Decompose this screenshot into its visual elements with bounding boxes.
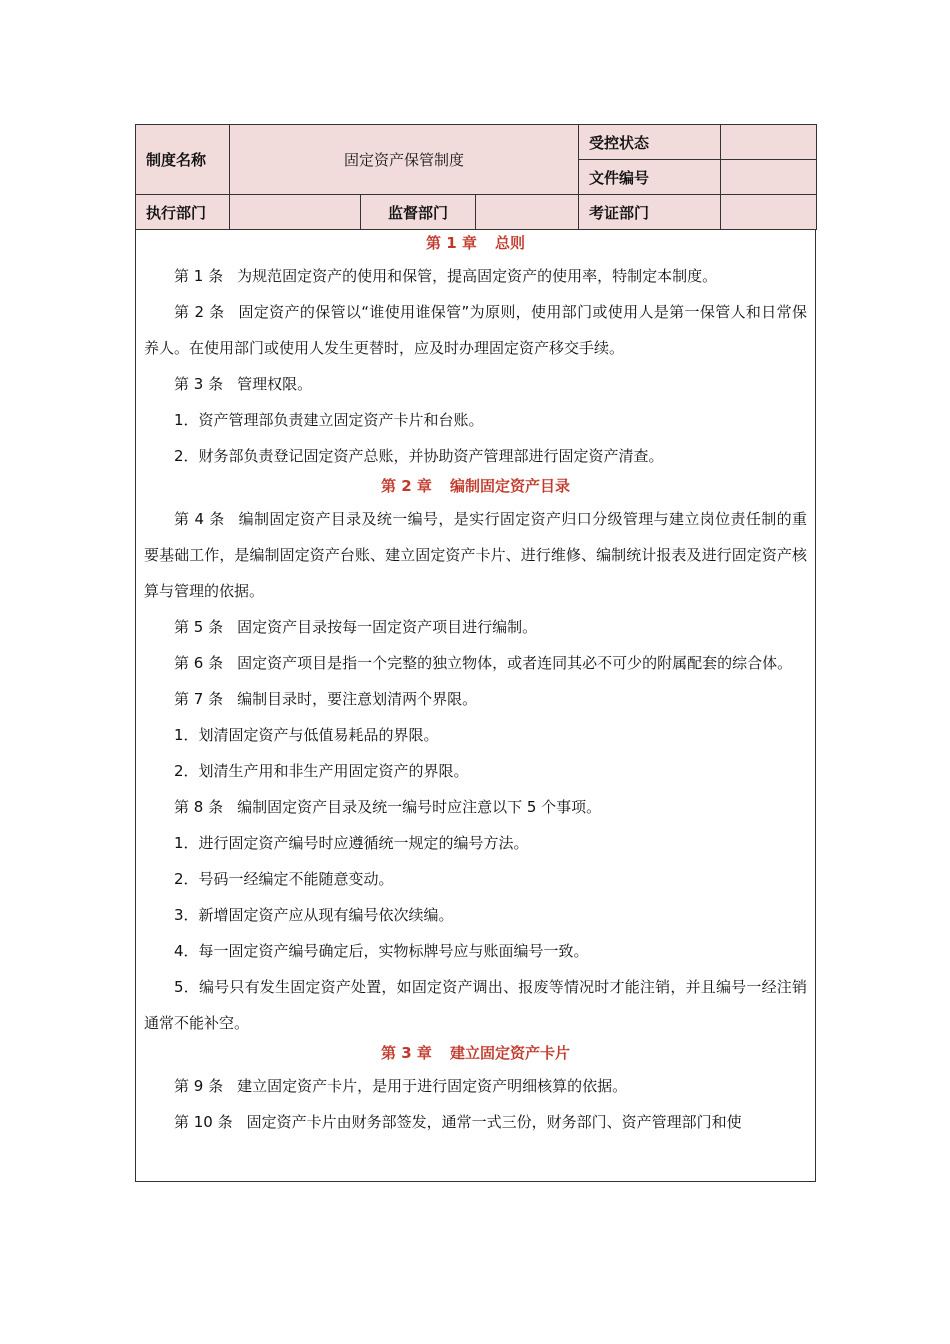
article-number: 第 8 条 — [174, 798, 224, 816]
supervise-value-cell — [476, 195, 579, 230]
article-text: 为规范固定资产的使用和保管，提高固定资产的使用率，特制定本制度。 — [237, 267, 718, 285]
supervise-label-cell: 监督部门 — [361, 195, 476, 230]
article-number: 第 4 条 — [174, 510, 225, 528]
article — [144, 366, 807, 402]
list-item — [144, 717, 807, 753]
article — [144, 294, 807, 366]
article-number: 第 2 条 — [174, 303, 225, 321]
exec-dept-value-cell — [230, 195, 361, 230]
list-item-text: 4．每一固定资产编号确定后，实物标牌号应与账面编号一致。 — [174, 942, 589, 960]
name-label-cell: 制度名称 — [136, 125, 230, 195]
file-no-value-cell — [721, 160, 817, 195]
list-item — [144, 402, 807, 438]
list-item — [144, 933, 807, 969]
article — [144, 609, 807, 645]
article-number: 第 10 条 — [174, 1113, 233, 1131]
list-item-text: 5．编号只有发生固定资产处置，如固定资产调出、报废等情况时才能注销，并且编号一经注销通常不能补空。 — [144, 978, 807, 1032]
list-item-text: 1．划清固定资产与低值易耗品的界限。 — [174, 726, 439, 744]
chapter-heading — [144, 231, 807, 256]
list-item — [144, 825, 807, 861]
document-body — [135, 231, 816, 1182]
article-text: 固定资产的保管以“谁使用谁保管”为原则，使用部门或使用人是第一保管人和日常保养人。在使用部门或使用人发生更替时，应及时办理固定资产移交手续。 — [144, 303, 807, 357]
audit-label-cell: 考证部门 — [579, 195, 721, 230]
article — [144, 1068, 807, 1104]
article-number: 第 9 条 — [174, 1077, 224, 1095]
article-text: 固定资产卡片由财务部签发，通常一式三份，财务部门、资产管理部门和使 — [246, 1113, 742, 1131]
list-item-text: 2．划清生产用和非生产用固定资产的界限。 — [174, 762, 469, 780]
chapter-heading — [144, 474, 807, 499]
chapter-title: 总则 — [494, 234, 525, 252]
article — [144, 681, 807, 717]
control-value-cell — [721, 125, 817, 160]
article — [144, 258, 807, 294]
article-number: 第 6 条 — [174, 654, 224, 672]
article-text: 编制固定资产目录及统一编号时应注意以下 5 个事项。 — [237, 798, 602, 816]
name-value-cell: 固定资产保管制度 — [230, 125, 579, 195]
article-text: 固定资产项目是指一个完整的独立物体，或者连同其必不可少的附属配套的综合体。 — [237, 654, 793, 672]
article — [144, 789, 807, 825]
exec-dept-label-cell: 执行部门 — [136, 195, 230, 230]
list-item — [144, 753, 807, 789]
file-no-label-cell: 文件编号 — [579, 160, 721, 195]
list-item — [144, 897, 807, 933]
list-item-text: 2．财务部负责登记固定资产总账，并协助资产管理部进行固定资产清查。 — [174, 447, 664, 465]
header-table — [135, 124, 817, 230]
article — [144, 645, 807, 681]
article-number: 第 1 条 — [174, 267, 224, 285]
article-text: 编制目录时，要注意划清两个界限。 — [237, 690, 478, 708]
chapter-title: 编制固定资产目录 — [449, 477, 570, 495]
article-text: 建立固定资产卡片，是用于进行固定资产明细核算的依据。 — [237, 1077, 628, 1095]
chapter-title: 建立固定资产卡片 — [449, 1044, 570, 1062]
list-item-text: 3．新增固定资产应从现有编号依次续编。 — [174, 906, 454, 924]
list-item — [144, 438, 807, 474]
article-text: 固定资产目录按每一固定资产项目进行编制。 — [237, 618, 538, 636]
chapter-number: 第 2 章 — [381, 477, 432, 495]
list-item-text: 1．进行固定资产编号时应遵循统一规定的编号方法。 — [174, 834, 529, 852]
article-number: 第 5 条 — [174, 618, 224, 636]
chapter-number: 第 1 章 — [426, 234, 477, 252]
chapter-heading — [144, 1041, 807, 1066]
list-item-text: 1．资产管理部负责建立固定资产卡片和台账。 — [174, 411, 484, 429]
list-item — [144, 861, 807, 897]
audit-value-cell — [721, 195, 817, 230]
article — [144, 1104, 807, 1140]
article-text: 编制固定资产目录及统一编号，是实行固定资产归口分级管理与建立岗位责任制的重要基础工作，是编制固定资产台账、建立固定资产卡片、进行维修、编制统计报表及进行固定资产核算与管理的依据。 — [144, 510, 807, 600]
article-text: 管理权限。 — [237, 375, 313, 393]
control-label-cell: 受控状态 — [579, 125, 721, 160]
list-item-text: 2．号码一经编定不能随意变动。 — [174, 870, 394, 888]
article-number: 第 7 条 — [174, 690, 224, 708]
article-number: 第 3 条 — [174, 375, 224, 393]
article — [144, 501, 807, 609]
list-item — [144, 969, 807, 1041]
chapter-number: 第 3 章 — [381, 1044, 432, 1062]
